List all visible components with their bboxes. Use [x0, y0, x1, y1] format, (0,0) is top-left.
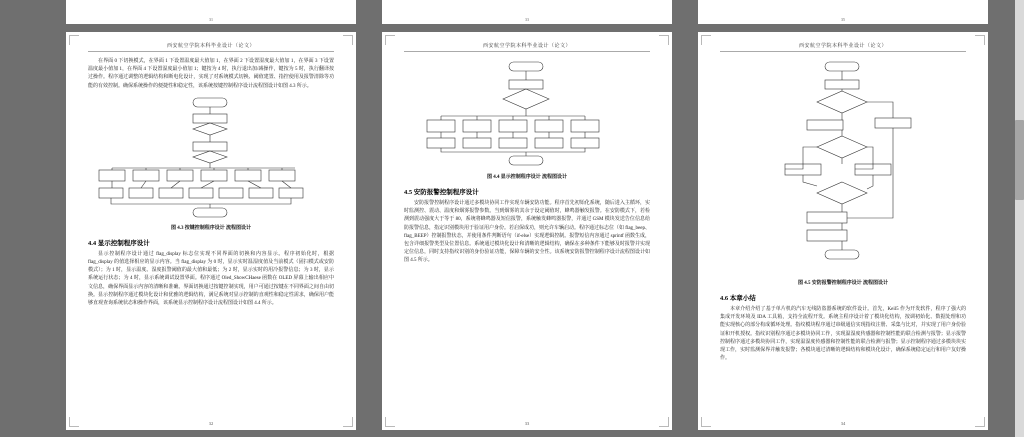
document-page[interactable]	[698, 32, 988, 430]
vertical-scrollbar[interactable]	[1015, 0, 1024, 437]
page-number: 33	[524, 421, 530, 426]
previous-pages-row	[0, 0, 1024, 24]
page-sliver: 35	[698, 0, 988, 24]
flowchart-figure-4-4	[404, 58, 650, 170]
page-header: 西安航空学院本科毕业设计（论文）	[404, 42, 650, 52]
scrollbar-thumb[interactable]	[1015, 120, 1024, 200]
page-sliver: 33	[382, 0, 672, 24]
document-page[interactable]	[382, 32, 672, 430]
page-number: 34	[840, 421, 846, 426]
page-header: 西安航空学院本科毕业设计（论文）	[88, 42, 334, 52]
crop-mark-icon	[701, 35, 711, 45]
crop-mark-icon	[659, 35, 669, 45]
crop-mark-icon	[385, 35, 395, 45]
figure-caption: 图 4.4 显示控制程序设计 流程图设计	[486, 175, 567, 180]
page-sliver: 31	[66, 0, 356, 24]
paragraph: 显示控制程序设计通过 flag_display 标志位实现不同界面的切换和内容显示。程序初始化时，根据 flag_display 的值选择相应的显示内容。当 flag_display 为 0 时，显示实时温湿度值及当前模式（固扫模式或安防模式）；为 1 时，显示温度、湿度报警阈值的最大值和最低；为 2 时，显示实时的用冷报警信息；为 3 时，显示系统运行状态；为 4 时，显示系统调试设置界面。程序通过 Oled_ShowCHaese 函数在 OLED 屏幕上输出相应中文信息，确保界面显示内容的清晰和准确。界面切换通过按键控制实现，用户可通过按键在不同界面之间自由切换。显示控制程序通过模块化设计和优雅的逻辑结构，满足系统对显示控制的直观性和稳定性需求，确保用户能够直观查询系统状态和操作界面，该系统显示控制程序设计流程图设计如图 4.4 所示。	[88, 251, 334, 307]
page-header: 西安航空学院本科毕业设计（论文）	[720, 42, 966, 52]
crop-mark-icon	[975, 35, 985, 45]
section-heading: 4.5 安防报警控制程序设计	[404, 189, 479, 196]
page-gap	[0, 24, 1024, 32]
section-heading: 4.6 本章小结	[720, 295, 756, 302]
figure-caption: 图 4.5 安防报警控制程序设计 流程图设计	[797, 281, 888, 286]
paragraph: 本章介绍介绍了基于单片机的汽车无线防盗器系统的软件设计。首先，Keil5 作为开发软件，程序了强大的集成开发环境及 IDA 工具箱，支持全流程开发。系统主程序设计着了模块化结构，按调初始化、数据处理和功能实现核心的部分构成循环处理。指纹模块程序通过串级通信实现指纹注册、采集与比对，并实现了用户身份验证和开机授权。指纹识别程序通过多模块协同工作，实现温湿度传感器和控制性能的联合检测与报警；显示报警控制程序通过多模块协同工作，实现温湿度传感器和控制性能的联合检测与报警；显示控制程序通过多模块块实现工作，实时监测保界并触发报警；各模块通过清晰的逻辑结构和模块化设计，确保系统稳定运行和用户友好操作。	[720, 307, 966, 362]
page-row	[0, 32, 1024, 430]
flowchart-figure-4-3	[88, 96, 334, 221]
section-heading: 4.4 显示控制程序设计	[88, 239, 150, 247]
paragraph: 安防报警控制程序设计通过多模块协同工作实现车辆安防功能。程序首先初始化系统，随后进入主循环，实时监测控、震动、温度和烟雾报警参数。当到烟雾的其余于设定阈值时，蜂鸣器触发报警。在安防模式下，若检测到震动强度大于等于 80，系统将蜂鸣器及短信报警，系统触发蜂鸣器报警，并通过 GSM 模块发送告位信息给防报警信息，指定识别模块用于验证用户身份。若启保成功，则允许车辆启动。程序通过标志位（如 flag_beep、flag_BEEP）控制报警状态，并使用条件判断语句（if-else）实现逻辑控制。报警短信内容通过 sprintf 函数生成，包含详细报警类型及位置信息。系统通过模块化设计和清晰的逻辑结构，确保在多种条件下能够及时报警并实现定位信息，同时支持指纹识别的身份验证功能，保障车辆的安全性。该系统安防报警控制程序设计流程图设计如图 4.5 所示。	[404, 201, 650, 264]
crop-mark-icon	[343, 35, 353, 45]
paragraph: 在界面 0 下切换模式，在界面 1 下设置温度最大值加 1，在界面 2 下设置湿度最大值加 1，在界面 3 下设置温度最小值加 1，在界面 4 下设置湿度最小值加 1；键按为 4 时，执行退出加/减操作，键按为 5 时，执行翻译按过操作。程序通过调整的逻辑结构和断电化设计，实现了对系统模式切换、阈值建置、指控使用及报警清除等功能的有效控制。确保系统操作的便捷性和稳定性，该系统按键控制程序设计流程图设计如图 4.3 所示。	[88, 59, 334, 89]
crop-mark-icon	[69, 35, 79, 45]
figure-caption: 图 4.3 按键控制程序设计 流程图设计	[170, 225, 251, 231]
page-number: 32	[208, 421, 214, 426]
document-page[interactable]	[66, 32, 356, 430]
flowchart-figure-4-5	[720, 58, 966, 276]
